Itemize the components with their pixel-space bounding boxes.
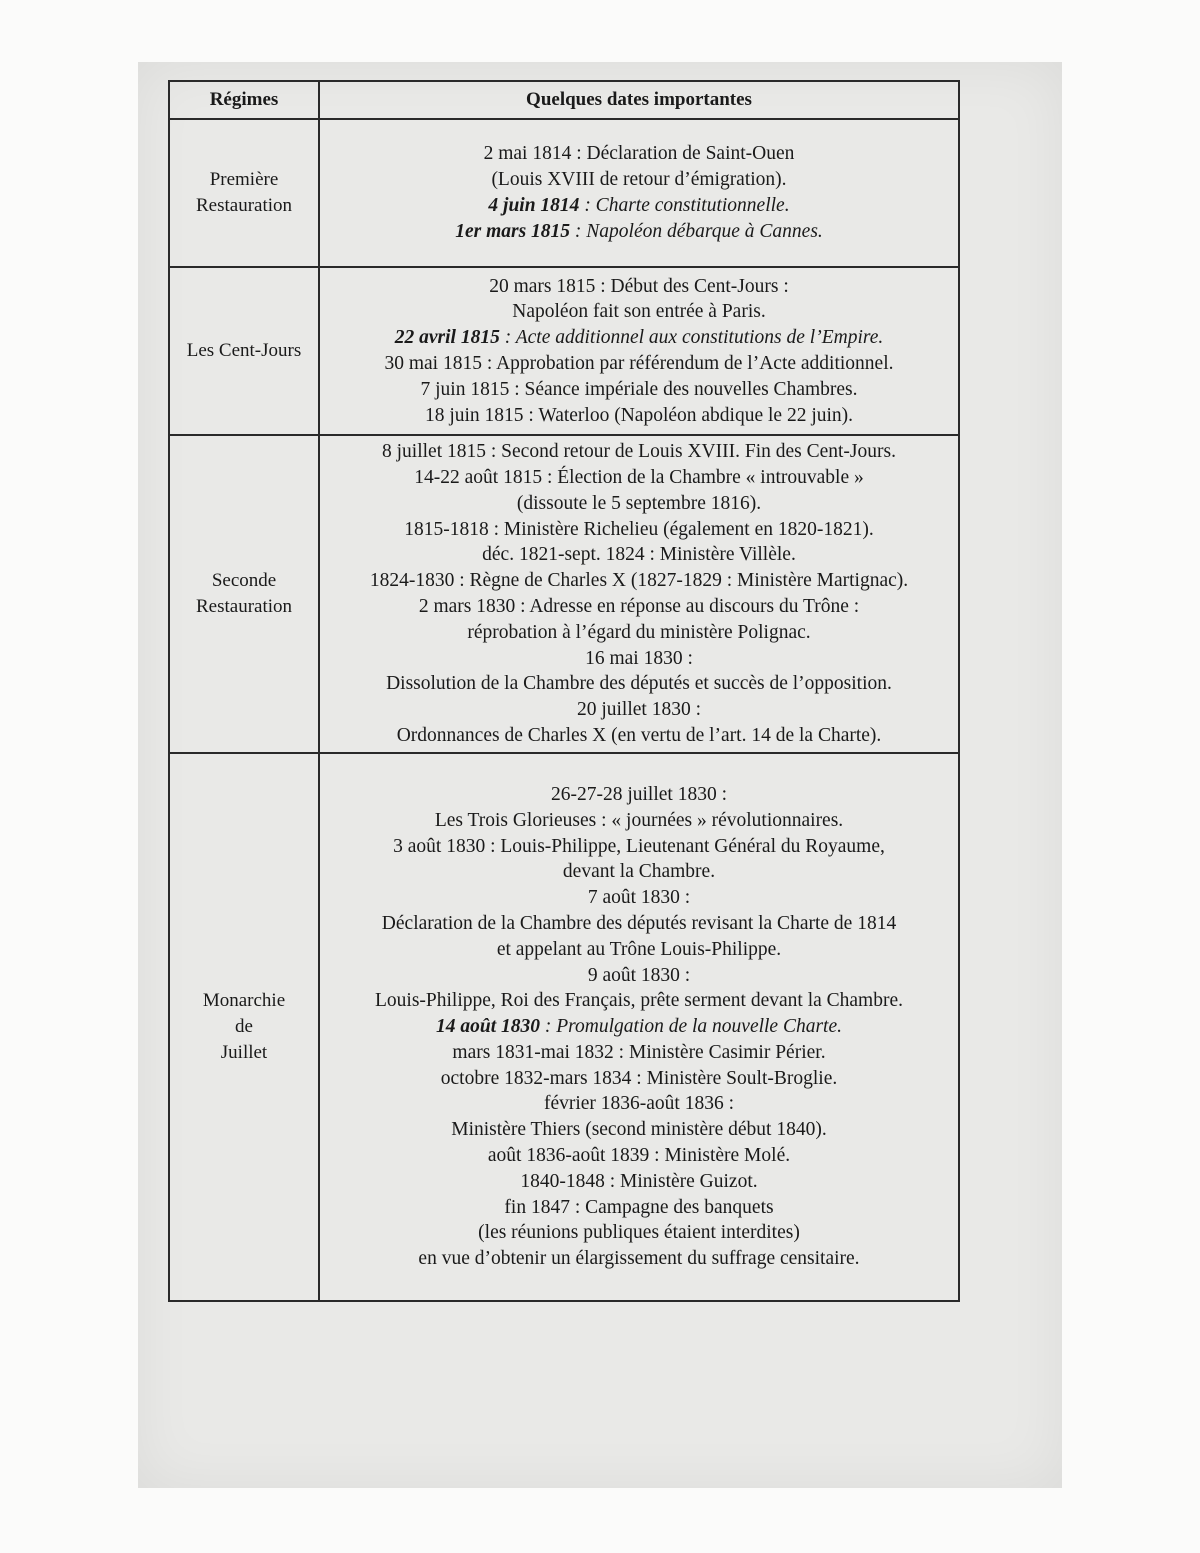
event-line [320, 963, 958, 989]
event-line [320, 1066, 958, 1092]
events-cell [319, 119, 959, 267]
event-text: 2 mars 1830 : Adresse en réponse au discours du Trône : [418, 596, 860, 617]
event-line [320, 594, 958, 620]
event-line [320, 723, 958, 749]
event-line [320, 1169, 958, 1195]
table-body [169, 119, 959, 1301]
regime-cell-premiere-restauration [169, 119, 319, 267]
event-line [320, 491, 958, 517]
event-text: : Charte constitutionnelle. [579, 195, 790, 216]
event-date: 22 avril 1815 [394, 327, 500, 349]
event-line [320, 167, 958, 193]
event-line [320, 219, 958, 245]
event-line [320, 885, 958, 911]
regime-name-line: Seconde [211, 570, 277, 591]
event-line [320, 697, 958, 723]
table-row [169, 119, 959, 267]
events-cell [319, 267, 959, 435]
event-text: février 1836-août 1836 : [543, 1093, 735, 1115]
event-text: 7 août 1830 : [587, 887, 691, 909]
event-text: 26-27-28 juillet 1830 : [550, 783, 728, 805]
event-line [320, 542, 958, 568]
event-text: 9 août 1830 : [587, 964, 691, 986]
event-line [320, 465, 958, 491]
event-date: 4 juin 1814 [488, 195, 580, 216]
event-date: 14 août 1830 [435, 1016, 540, 1038]
header-dates: Quelques dates importantes [319, 81, 959, 119]
event-line [320, 937, 958, 963]
event-line [320, 568, 958, 594]
event-text: août 1836-août 1839 : Ministère Molé. [487, 1145, 791, 1167]
event-line [320, 325, 958, 351]
event-text: 2 mai 1814 : Déclaration de Saint-Ouen [483, 143, 795, 165]
event-line [320, 808, 958, 834]
header-regimes: Régimes [169, 81, 319, 119]
event-text: Déclaration de la Chambre des députés revisant la Charte de 1814 [381, 912, 897, 934]
event-text: : Promulgation de la nouvelle Charte. [539, 1016, 843, 1038]
regime-name-line: de [235, 1016, 253, 1037]
event-line [320, 1143, 958, 1169]
event-line [320, 1220, 958, 1246]
event-text: 1840-1848 : Ministère Guizot. [520, 1170, 758, 1192]
event-text: 1815-1818 : Ministère Richelieu (également en 1820-1821). [404, 518, 874, 540]
event-text: 30 mai 1815 : Approbation par référendum de l’Acte additionnel. [384, 353, 894, 374]
event-text: Dissolution de la Chambre des députés et succès de l’opposition. [386, 673, 892, 695]
event-line [320, 141, 958, 167]
event-text: 16 mai 1830 : [585, 647, 693, 669]
regime-name-line: Restauration [195, 195, 293, 216]
events-cell [319, 753, 959, 1301]
event-line [320, 834, 958, 860]
event-line [320, 782, 958, 808]
event-text: 3 août 1830 : Louis-Philippe, Lieutenant Général du Royaume, [393, 835, 885, 857]
event-line [320, 1014, 958, 1040]
event-text: 18 juin 1815 : Waterloo (Napoléon abdique le 22 juin). [424, 404, 854, 426]
event-text: (les réunions publiques étaient interdites) [478, 1222, 800, 1244]
event-line [320, 274, 958, 300]
table-row [169, 753, 959, 1301]
regime-name-line: Première [209, 169, 279, 190]
event-text: et appelant au Trône Louis-Philippe. [496, 938, 782, 960]
event-text: déc. 1821-sept. 1824 : Ministère Villèle. [482, 544, 796, 566]
event-text: Ordonnances de Charles X (en vertu de l’art. 14 de la Charte). [396, 724, 882, 746]
event-text: octobre 1832-mars 1834 : Ministère Soult-Broglie. [440, 1067, 838, 1089]
event-line [320, 1117, 958, 1143]
event-text: Napoléon fait son entrée à Paris. [512, 301, 766, 323]
event-text: 8 juillet 1815 : Second retour de Louis XVIII. Fin des Cent-Jours. [382, 441, 896, 463]
header-row [169, 81, 959, 119]
regime-name-line: Juillet [220, 1042, 268, 1063]
event-text: devant la Chambre. [562, 861, 716, 883]
event-line [320, 517, 958, 543]
event-line [320, 911, 958, 937]
events-cell [319, 435, 959, 753]
event-line [320, 671, 958, 697]
table-row [169, 435, 959, 753]
event-line [320, 1246, 958, 1272]
event-line [320, 377, 958, 403]
regime-name-line: Restauration [195, 596, 293, 617]
regime-name-line: Monarchie [202, 990, 286, 1011]
event-text: 14-22 août 1815 : Élection de la Chambre « introuvable » [414, 467, 864, 489]
event-line [320, 988, 958, 1014]
regime-cell-seconde-restauration [169, 435, 319, 753]
event-text: Ministère Thiers (second ministère début 1840). [451, 1119, 827, 1141]
table-row [169, 267, 959, 435]
event-line [320, 403, 958, 429]
event-text: réprobation à l’égard du ministère Polignac. [467, 621, 811, 643]
event-line [320, 620, 958, 646]
event-line [320, 646, 958, 672]
event-text: : Acte additionnel aux constitutions de l’Empire. [499, 327, 884, 349]
event-line [320, 1195, 958, 1221]
event-line [320, 1040, 958, 1066]
event-text: 7 juin 1815 : Séance impériale des nouvelles Chambres. [420, 378, 858, 400]
regime-name-line: Les Cent-Jours [186, 340, 302, 361]
event-line [320, 439, 958, 465]
event-text: Les Trois Glorieuses : « journées » révolutionnaires. [434, 809, 844, 831]
event-date: 1er mars 1815 [455, 220, 571, 242]
event-line [320, 193, 958, 219]
event-line [320, 859, 958, 885]
event-text: (Louis XVIII de retour d’émigration). [491, 169, 787, 191]
event-text: 1824-1830 : Règne de Charles X (1827-1829 : Ministère Martignac). [369, 570, 909, 592]
event-line [320, 351, 958, 377]
regime-cell-monarchie-de-juillet [169, 753, 319, 1301]
event-text: fin 1847 : Campagne des banquets [504, 1196, 774, 1218]
event-text: 20 juillet 1830 : [576, 699, 702, 721]
regime-cell-les-cent-jours [169, 267, 319, 435]
event-text: 20 mars 1815 : Début des Cent-Jours : [489, 275, 789, 297]
regimes-table [168, 80, 960, 1302]
event-text: mars 1831-mai 1832 : Ministère Casimir Périer. [452, 1041, 826, 1063]
event-text: en vue d’obtenir un élargissement du suffrage censitaire. [418, 1248, 860, 1270]
event-line [320, 299, 958, 325]
event-text: : Napoléon débarque à Cannes. [570, 220, 823, 242]
event-text: Louis-Philippe, Roi des Français, prête serment devant la Chambre. [375, 990, 903, 1012]
event-text: (dissoute le 5 septembre 1816). [516, 492, 762, 514]
event-line [320, 1091, 958, 1117]
